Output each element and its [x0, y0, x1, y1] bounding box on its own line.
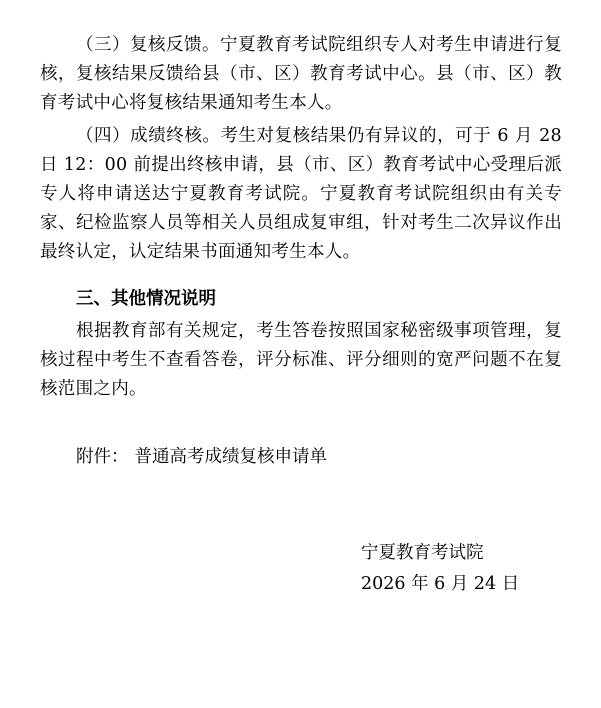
paragraph-final-review: （四）成绩终核。考生对复核结果仍有异议的，可于 6 月 28 日 12：00 前提出终核申请，县（市、区）教育考试中心受理后派专人将申请送达宁夏教育考试院。宁夏教育考试院组织由有关专家、纪检监察人员等相关人员组成复审组，针对考生二次异议作出最终认定，认定结果书面通知考生本人。	[40, 126, 562, 262]
attachment-title: 普通高考成绩复核申请单	[134, 447, 327, 467]
paragraph-regulations: 根据教育部有关规定，考生答卷按照国家秘密级事项管理，复核过程中考生不查看答卷，评分标准、评分细则的宽严问题不在复核范围之内。	[40, 321, 562, 399]
attachment-label: 附件：	[76, 447, 129, 467]
signature-org: 宁夏教育考试院	[361, 543, 484, 563]
signature-date: 2026 年 6 月 24 日	[361, 574, 520, 594]
paragraph-review-feedback: （三）复核反馈。宁夏教育考试院组织专人对考生申请进行复核，复核结果反馈给县（市、区）教育考试中心。县（市、区）教育考试中心将复核结果通知考生本人。	[40, 35, 562, 113]
attachment-line	[76, 443, 327, 472]
section-heading-other: 三、其他情况说明	[76, 289, 216, 309]
